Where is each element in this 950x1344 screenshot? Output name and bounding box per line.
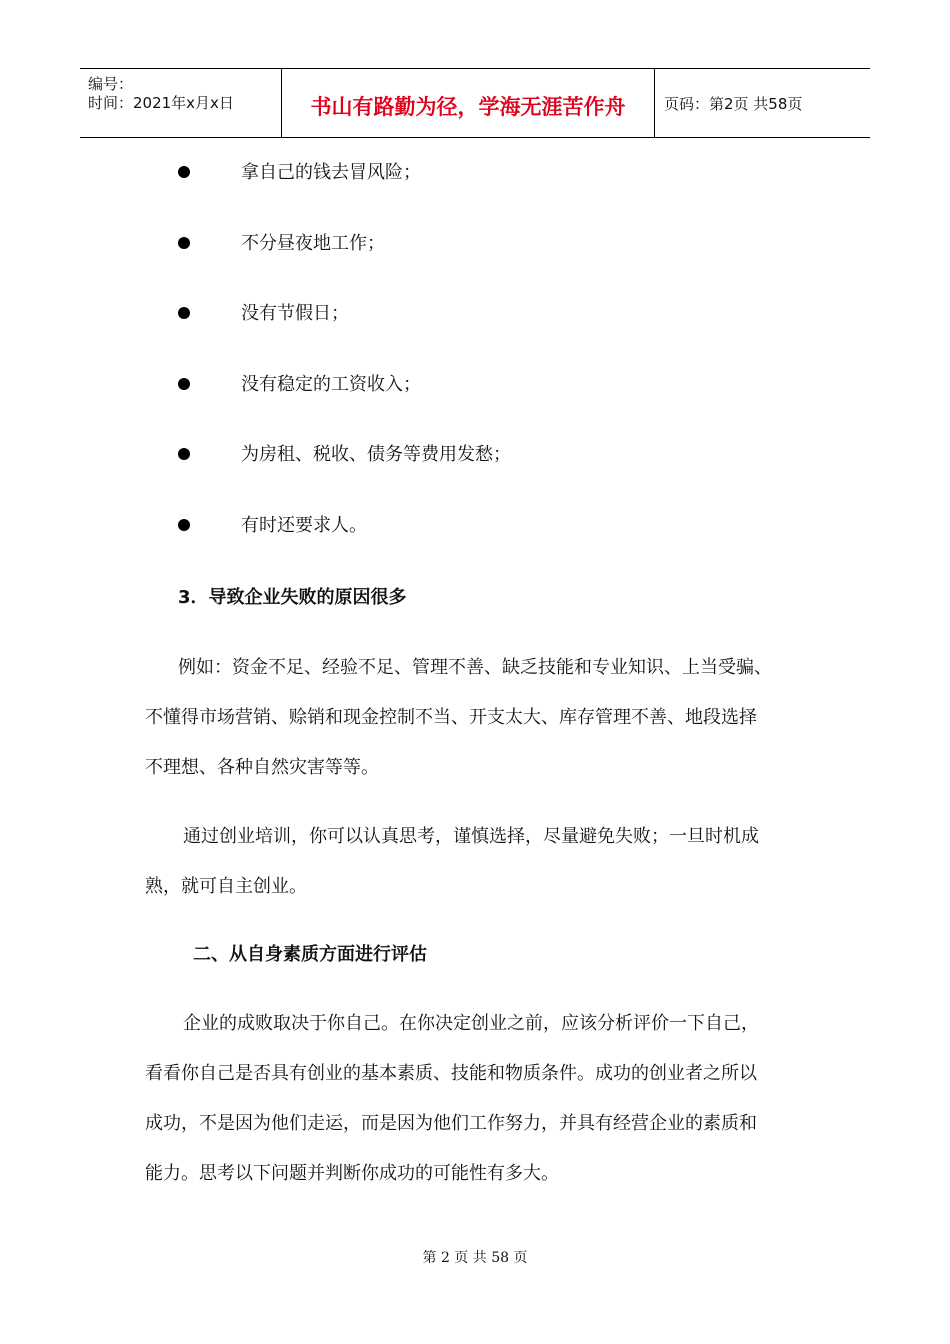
list-item-text: 拿自己的钱去冒风险； xyxy=(241,162,421,183)
bullet-icon xyxy=(178,519,190,531)
section-heading-3: 3．导致企业失败的原因很多 xyxy=(178,587,407,608)
list-item-text: 不分昼夜地工作； xyxy=(241,233,385,254)
list-item-text: 没有节假日； xyxy=(241,303,349,324)
paragraph-line: 企业的成败取决于你自己。在你决定创业之前，应该分析评价一下自己， xyxy=(183,1013,759,1034)
bullet-icon xyxy=(178,307,190,319)
paragraph-line: 不理想、各种自然灾害等等。 xyxy=(145,757,379,778)
list-item xyxy=(178,299,558,329)
header-page-cell xyxy=(654,69,870,137)
motto: 书山有路勤为径，学海无涯苦作舟 xyxy=(310,95,626,119)
header-motto-cell xyxy=(281,69,655,137)
paragraph-line: 看看你自己是否具有创业的基本素质、技能和物质条件。成功的创业者之所以 xyxy=(145,1063,757,1084)
number-label: 编号： xyxy=(88,75,134,93)
section-heading-2: 二、从自身素质方面进行评估 xyxy=(193,944,427,965)
paragraph-line: 例如：资金不足、经验不足、管理不善、缺乏技能和专业知识、上当受骗、 xyxy=(178,657,772,678)
bullet-icon xyxy=(178,448,190,460)
list-item xyxy=(178,229,558,259)
list-item xyxy=(178,370,558,400)
paragraph-line: 能力。思考以下问题并判断你成功的可能性有多大。 xyxy=(145,1163,559,1184)
document-header xyxy=(80,68,870,138)
paragraph-line: 成功，不是因为他们走运，而是因为他们工作努力，并具有经营企业的素质和 xyxy=(145,1113,757,1134)
list-item-text: 没有稳定的工资收入； xyxy=(241,374,421,395)
paragraph-line: 熟，就可自主创业。 xyxy=(145,876,307,897)
list-item-text: 有时还要求人。 xyxy=(241,515,367,536)
list-item xyxy=(178,158,558,188)
bullet-icon xyxy=(178,237,190,249)
bullet-icon xyxy=(178,378,190,390)
header-info-cell xyxy=(80,69,280,137)
page-info: 页码：第2页 共58页 xyxy=(664,95,803,113)
page-footer: 第 2 页 共 58 页 xyxy=(422,1250,528,1266)
paragraph-line: 不懂得市场营销、赊销和现金控制不当、开支太大、库存管理不善、地段选择 xyxy=(145,707,757,728)
paragraph-line: 通过创业培训，你可以认真思考，谨慎选择，尽量避免失败；一旦时机成 xyxy=(183,826,759,847)
list-item-text: 为房租、税收、债务等费用发愁； xyxy=(241,444,511,465)
time-label: 时间：2021年x月x日 xyxy=(88,94,234,112)
bullet-icon xyxy=(178,166,190,178)
list-item xyxy=(178,511,558,541)
list-item xyxy=(178,440,558,470)
